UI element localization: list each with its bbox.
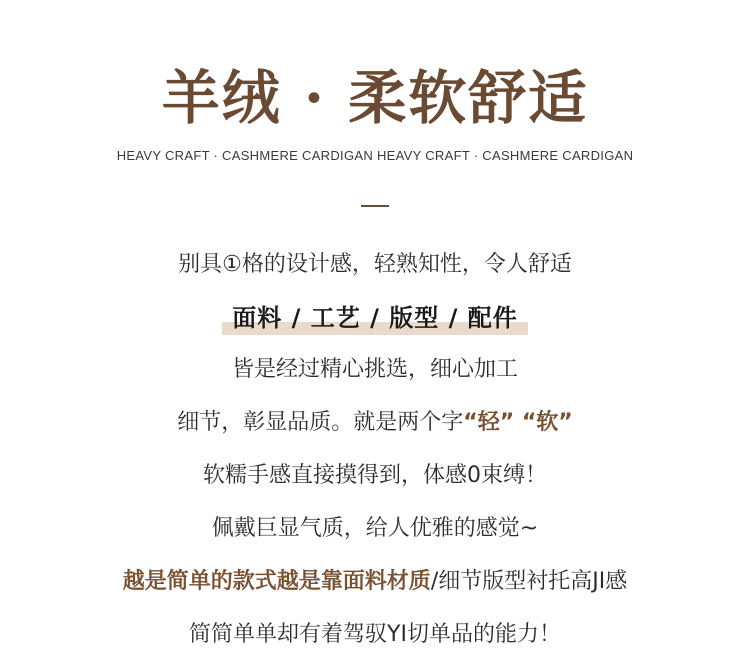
line-4-accent: “轻” “软” xyxy=(463,410,573,435)
highlight-row xyxy=(0,300,750,340)
highlight-label xyxy=(228,300,521,336)
divider xyxy=(361,205,389,207)
description-line-8: 简简单单却有着驾驭YI切单品的能力！ xyxy=(189,622,561,647)
description-line-3: 皆是经过精心挑选，细心加工 xyxy=(231,357,518,382)
description-line-4 xyxy=(0,408,750,438)
description-line-7 xyxy=(0,567,750,597)
highlight-text: 面料 / 工艺 / 版型 / 配件 xyxy=(232,304,518,332)
description-line-5: 软糯手感直接摸得到，体感0束缚！ xyxy=(203,463,547,488)
description-line-1: 别具①格的设计感，轻熟知性，令人舒适 xyxy=(178,252,572,277)
line-4-prefix: 细节，彰显品质。就是两个字 xyxy=(177,410,464,435)
line-7-suffix: /细节版型衬托高JI感 xyxy=(430,569,628,594)
page-title: 羊绒 · 柔软舒适 xyxy=(161,64,589,132)
page-subtitle: HEAVY CRAFT · CASHMERE CARDIGAN HEAVY CRAFT · CASHMERE CARDIGAN xyxy=(116,148,634,163)
line-7-accent: 越是简单的款式越是靠面料材质 xyxy=(122,569,431,594)
description-line-6: 佩戴巨显气质，给人优雅的感觉~ xyxy=(211,516,539,541)
